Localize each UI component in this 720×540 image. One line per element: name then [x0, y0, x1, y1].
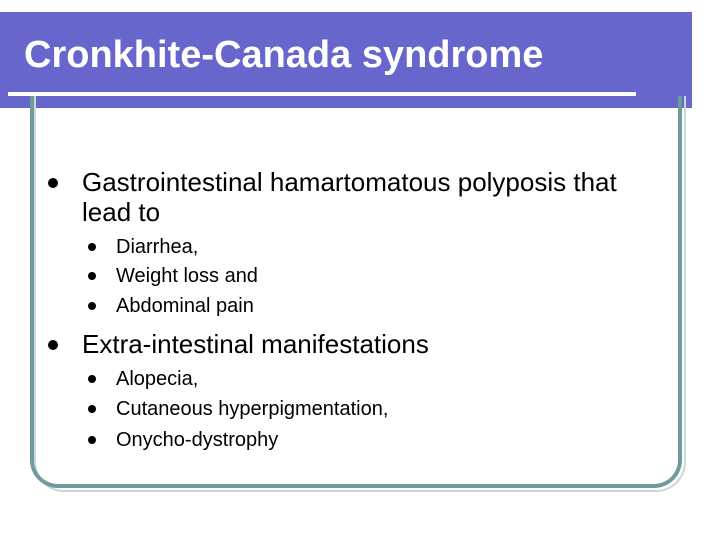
sub-bullet-dot-icon — [88, 375, 96, 383]
sub-bullet-dot-icon — [88, 405, 96, 413]
sub-bullet-dot-icon — [88, 436, 96, 444]
bullet-dot-icon — [48, 178, 58, 188]
sub-bullet-text: Abdominal pain — [116, 295, 254, 317]
sub-bullet-text: Alopecia, — [116, 368, 199, 390]
sub-bullet-dot-icon — [88, 302, 96, 310]
sub-bullet-dot-icon — [88, 243, 96, 251]
bullet-text: Gastrointestinal hamartomatous polyposis that — [82, 167, 617, 197]
bullet-dot-icon — [48, 340, 58, 350]
bullet-text-continued: lead to — [82, 197, 161, 227]
sub-bullet-text: Cutaneous hyperpigmentation, — [116, 398, 389, 420]
bullet-text: Extra-intestinal manifestations — [82, 329, 429, 359]
sub-bullet-text: Onycho-dystrophy — [116, 429, 279, 451]
sub-bullet-text: Diarrhea, — [116, 236, 199, 258]
sub-bullet-dot-icon — [88, 272, 96, 280]
slide-title: Cronkhite-Canada syndrome — [24, 34, 544, 76]
sub-bullet-text: Weight loss and — [116, 265, 258, 287]
